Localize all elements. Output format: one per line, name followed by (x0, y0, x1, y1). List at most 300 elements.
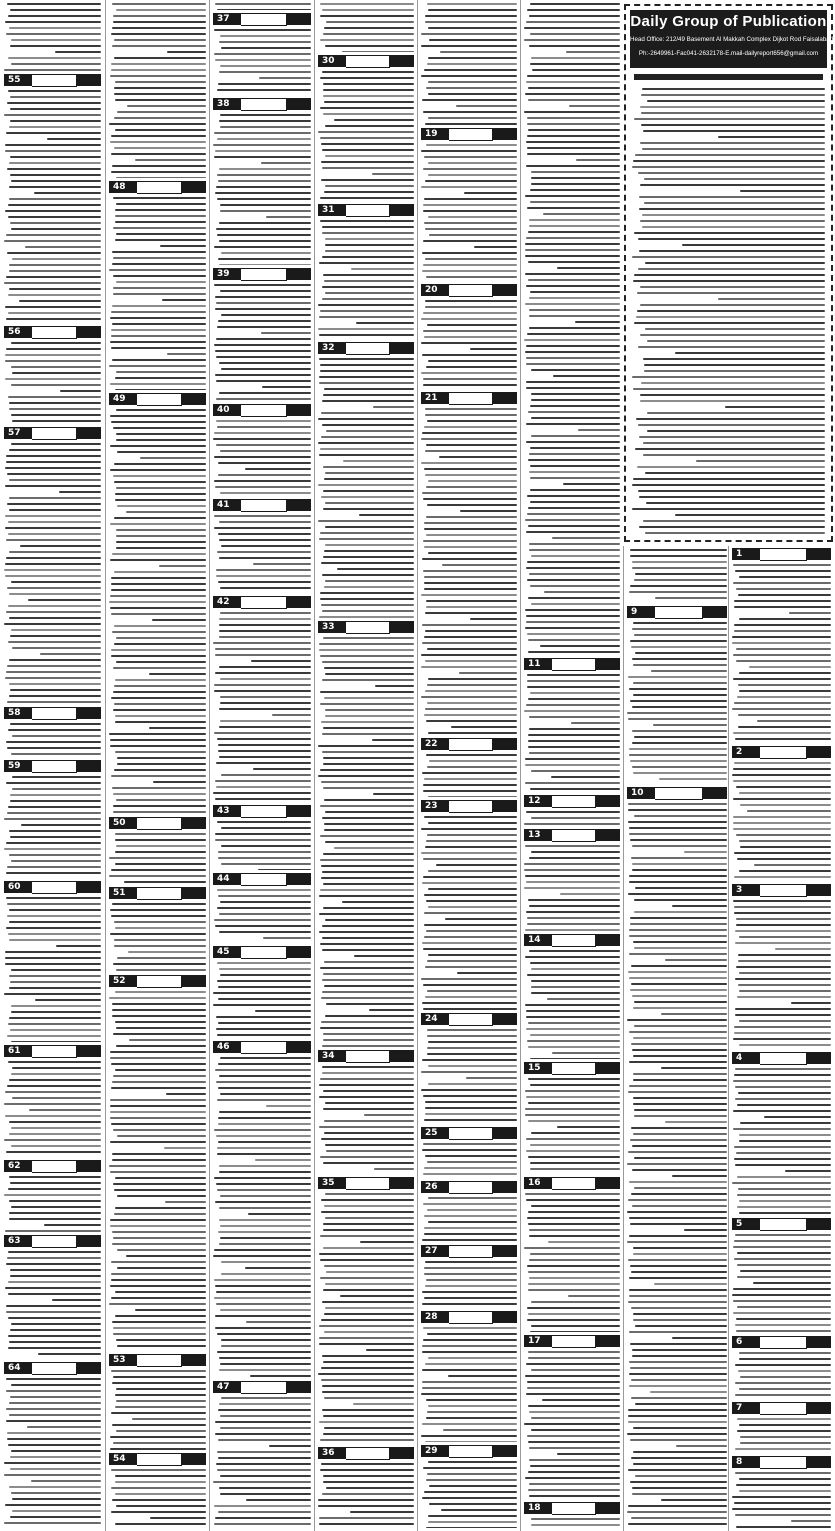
story-number: 23 (421, 800, 449, 812)
story-header (316, 621, 416, 633)
text-line (217, 889, 311, 891)
text-line (7, 1438, 101, 1440)
text-line (322, 9, 414, 11)
text-line (530, 1144, 620, 1146)
text-line (220, 204, 311, 206)
text-line (114, 939, 206, 941)
text-line (427, 702, 517, 704)
text-line (421, 438, 517, 440)
text-line (424, 1297, 517, 1299)
text-line (530, 692, 620, 694)
text-line (59, 491, 101, 493)
text-line (525, 195, 620, 197)
section-tag (807, 1402, 831, 1414)
text-line (342, 901, 414, 903)
text-line (109, 875, 206, 877)
story-header (522, 1502, 622, 1514)
text-line (528, 1489, 620, 1491)
text-line (114, 643, 206, 645)
story-text (524, 1078, 620, 1174)
text-line (422, 1239, 517, 1241)
text-line (525, 351, 620, 353)
text-line (111, 69, 206, 71)
text-line (375, 685, 414, 687)
text-line (218, 1409, 311, 1411)
text-line (323, 1229, 414, 1231)
text-line (527, 513, 620, 515)
text-line (350, 1511, 414, 1513)
text-line (527, 1319, 620, 1321)
text-line (645, 472, 825, 474)
text-line (325, 811, 414, 813)
text-line (684, 1229, 727, 1231)
text-line (529, 453, 620, 455)
text-line (110, 1285, 206, 1287)
text-line (642, 88, 825, 90)
text-line (112, 631, 206, 633)
text-line (9, 854, 101, 856)
text-line (737, 1430, 831, 1432)
text-line (217, 551, 311, 553)
text-line (422, 1059, 517, 1061)
section-tag (287, 1381, 311, 1393)
text-line (525, 303, 620, 305)
text-line (324, 550, 414, 552)
story-number: 9 (627, 606, 655, 618)
section-label (137, 1453, 182, 1466)
text-line (529, 728, 620, 730)
text-line (527, 686, 620, 688)
text-line (627, 1163, 727, 1165)
news-column (211, 0, 313, 1531)
text-line (320, 1277, 414, 1279)
text-line (112, 305, 206, 307)
text-line (528, 734, 620, 736)
text-line (632, 730, 727, 732)
story-text (318, 3, 414, 52)
text-line (153, 781, 206, 783)
text-line (528, 1102, 620, 1104)
text-line (424, 582, 517, 584)
text-line (318, 520, 414, 522)
text-line (215, 1327, 311, 1329)
text-line (528, 1211, 620, 1213)
text-line (112, 1243, 206, 1245)
story-text (524, 811, 620, 826)
text-line (372, 739, 414, 741)
text-line (428, 93, 517, 95)
text-line (219, 264, 311, 265)
text-line (5, 677, 101, 679)
text-line (111, 589, 206, 591)
text-line (219, 726, 311, 728)
text-line (9, 1200, 101, 1202)
text-line (525, 929, 620, 931)
text-line (322, 286, 414, 288)
text-line (426, 534, 517, 536)
text-line (423, 384, 517, 386)
text-line (427, 1053, 517, 1055)
text-line (9, 198, 101, 200)
text-line (117, 111, 206, 113)
text-line (9, 27, 101, 29)
text-line (322, 1301, 414, 1303)
text-line (427, 1209, 517, 1211)
text-line (527, 123, 620, 125)
section-tag (493, 284, 517, 296)
text-line (5, 378, 101, 380)
text-line (425, 1113, 517, 1115)
text-line (672, 905, 727, 907)
text-line (633, 388, 825, 390)
text-line (629, 1031, 727, 1033)
text-line (164, 1147, 206, 1149)
text-line (734, 906, 831, 908)
column-rule (417, 0, 418, 1531)
text-line (114, 517, 206, 519)
text-line (319, 913, 414, 915)
text-line (214, 1129, 311, 1131)
text-line (110, 745, 206, 747)
text-line (527, 333, 620, 335)
text-line (325, 1217, 414, 1219)
text-line (528, 1289, 620, 1291)
section-tag (596, 934, 620, 946)
text-line (631, 1127, 727, 1129)
text-line (4, 623, 101, 625)
text-line (4, 1462, 101, 1464)
text-line (149, 727, 206, 729)
text-line (638, 238, 825, 240)
text-line (9, 1212, 101, 1214)
text-line (217, 1189, 311, 1191)
text-line (27, 1426, 101, 1428)
text-line (526, 441, 620, 443)
text-line (424, 426, 517, 428)
story-number: 24 (421, 1013, 449, 1025)
text-line (528, 1223, 620, 1225)
story-text (627, 549, 727, 603)
text-line (323, 1223, 414, 1225)
text-line (216, 1303, 311, 1305)
text-line (529, 950, 620, 952)
text-line (116, 845, 206, 847)
text-line (424, 198, 517, 200)
section-tag (77, 1362, 101, 1374)
text-line (423, 240, 517, 242)
text-line (460, 510, 517, 512)
text-line (644, 202, 825, 204)
text-line (428, 796, 517, 797)
section-label (346, 204, 390, 217)
story-number: 6 (732, 1336, 760, 1348)
text-line (527, 1307, 620, 1309)
text-line (423, 1327, 517, 1329)
text-line (40, 653, 101, 655)
text-line (442, 564, 517, 566)
text-line (319, 1325, 414, 1327)
text-line (219, 557, 311, 559)
text-line (324, 1205, 414, 1207)
text-line (632, 256, 825, 258)
text-line (718, 136, 825, 138)
story-text (421, 1461, 517, 1528)
text-line (428, 81, 517, 83)
text-line (526, 381, 620, 383)
text-line (734, 1258, 831, 1260)
text-line (736, 966, 831, 968)
text-line (525, 519, 620, 521)
text-line (529, 549, 620, 551)
section-label (241, 805, 287, 818)
text-line (322, 574, 414, 576)
story-header (2, 74, 103, 86)
text-line (428, 1221, 517, 1223)
story-number: 27 (421, 1245, 449, 1257)
text-line (220, 1415, 311, 1417)
text-line (112, 1159, 206, 1161)
text-line (320, 310, 414, 312)
text-line (632, 1487, 727, 1489)
text-line (319, 1517, 414, 1519)
text-line (116, 371, 206, 373)
text-line (426, 600, 517, 602)
text-line (530, 405, 620, 407)
text-line (424, 336, 517, 338)
text-line (530, 1058, 620, 1059)
text-line (113, 275, 206, 277)
text-line (340, 1295, 414, 1297)
text-line (737, 1176, 831, 1178)
story-header (419, 128, 519, 140)
text-line (215, 308, 311, 310)
text-line (214, 1505, 311, 1507)
text-line (531, 1524, 620, 1526)
text-line (167, 51, 206, 53)
text-line (217, 9, 311, 10)
text-line (428, 870, 517, 872)
story-header (419, 1245, 519, 1257)
text-line (325, 1015, 414, 1017)
text-line (445, 918, 517, 920)
story-text (109, 409, 206, 814)
text-line (630, 1139, 727, 1141)
text-line (529, 471, 620, 473)
text-line (11, 414, 101, 416)
text-line (528, 87, 620, 89)
story-header (625, 787, 729, 799)
text-line (319, 334, 414, 336)
text-line (318, 304, 414, 306)
text-line (634, 232, 825, 234)
section-label (552, 829, 596, 842)
text-line (215, 350, 311, 352)
text-line (215, 780, 311, 782)
text-line (633, 1133, 727, 1135)
text-line (114, 57, 206, 59)
text-line (466, 1077, 517, 1079)
text-line (421, 33, 517, 35)
text-line (633, 1073, 727, 1075)
text-line (527, 680, 620, 682)
text-line (9, 551, 101, 553)
text-line (735, 1234, 831, 1236)
text-line (634, 947, 727, 949)
text-line (4, 848, 101, 850)
text-line (733, 1110, 831, 1112)
story-number: 57 (4, 427, 32, 439)
text-line (423, 784, 517, 786)
text-line (11, 969, 101, 971)
text-line (215, 839, 311, 841)
text-line (423, 1203, 517, 1205)
text-line (8, 15, 101, 17)
text-line (318, 328, 414, 330)
story-header (522, 1177, 622, 1189)
text-line (641, 94, 825, 96)
text-line (526, 911, 620, 913)
text-line (110, 317, 206, 319)
text-line (632, 658, 727, 660)
story-number: 30 (318, 55, 346, 67)
story-number: 21 (421, 392, 449, 404)
text-line (321, 143, 414, 145)
text-line (353, 1403, 414, 1405)
text-line (632, 863, 727, 865)
text-line (739, 690, 831, 692)
text-line (421, 186, 517, 188)
text-line (323, 394, 414, 396)
text-line (4, 282, 101, 284)
text-line (661, 1499, 727, 1501)
text-line (10, 1029, 101, 1031)
text-line (672, 1175, 727, 1177)
text-line (115, 1394, 206, 1396)
section-label (346, 55, 390, 68)
text-line (214, 1177, 311, 1179)
text-line (424, 576, 517, 578)
text-line (632, 508, 825, 510)
story-header (211, 873, 313, 885)
text-line (112, 1081, 206, 1083)
text-line (426, 1479, 517, 1481)
text-line (428, 1065, 517, 1067)
text-line (6, 234, 101, 236)
text-line (738, 1092, 831, 1094)
text-line (733, 798, 831, 800)
text-line (647, 340, 825, 342)
news-column (522, 0, 622, 1531)
text-line (739, 1352, 831, 1354)
section-tag (807, 1218, 831, 1230)
text-line (633, 1253, 727, 1255)
story-number: 10 (627, 787, 655, 799)
text-line (5, 1504, 101, 1506)
text-line (531, 435, 620, 437)
text-line (9, 1079, 101, 1081)
text-line (527, 1387, 620, 1389)
story-number: 18 (524, 1502, 552, 1514)
section-tag (77, 1160, 101, 1172)
text-line (524, 1423, 620, 1425)
story-number: 64 (4, 1362, 32, 1374)
text-line (116, 1505, 206, 1507)
text-line (9, 479, 101, 481)
text-line (110, 1051, 206, 1053)
text-line (629, 1331, 727, 1333)
text-line (732, 642, 831, 644)
text-line (217, 1099, 311, 1101)
text-line (427, 1047, 517, 1049)
text-line (324, 823, 414, 825)
text-line (531, 1518, 620, 1520)
text-line (427, 766, 517, 768)
text-line (526, 423, 620, 425)
text-line (214, 132, 311, 134)
text-line (633, 160, 825, 162)
text-line (684, 851, 727, 853)
text-line (630, 1367, 727, 1369)
text-line (631, 1517, 727, 1519)
text-line (425, 408, 517, 410)
text-line (325, 45, 414, 47)
text-line (112, 1231, 206, 1233)
text-line (320, 1439, 414, 1441)
text-line (527, 9, 620, 11)
text-line (320, 1235, 414, 1237)
text-line (529, 752, 620, 754)
text-line (35, 999, 101, 1001)
text-line (425, 21, 517, 23)
text-line (653, 724, 727, 726)
story-header (419, 284, 519, 296)
text-line (422, 642, 517, 644)
text-line (6, 927, 101, 929)
text-line (641, 382, 825, 384)
text-line (216, 1016, 311, 1018)
text-line (214, 432, 311, 434)
text-line (629, 881, 727, 883)
text-line (216, 444, 311, 446)
text-line (423, 1143, 517, 1145)
text-line (114, 1213, 206, 1215)
text-line (557, 1453, 620, 1455)
text-line (630, 1223, 727, 1225)
story-header (419, 738, 519, 750)
section-tag (182, 975, 206, 987)
text-line (634, 1109, 727, 1111)
text-line (735, 1086, 831, 1088)
text-line (629, 827, 727, 829)
story-number: 60 (4, 881, 32, 893)
text-line (251, 660, 311, 662)
text-line (215, 1285, 311, 1287)
section-tag (493, 1245, 517, 1257)
text-line (529, 327, 620, 329)
text-line (640, 142, 825, 144)
text-line (531, 1205, 620, 1207)
text-line (739, 1134, 831, 1136)
text-line (9, 408, 101, 410)
text-line (634, 118, 825, 120)
text-line (425, 414, 517, 416)
text-line (322, 232, 414, 234)
text-line (319, 316, 414, 318)
text-line (320, 655, 414, 657)
text-line (6, 557, 101, 559)
text-line (757, 720, 831, 722)
text-line (528, 597, 620, 599)
